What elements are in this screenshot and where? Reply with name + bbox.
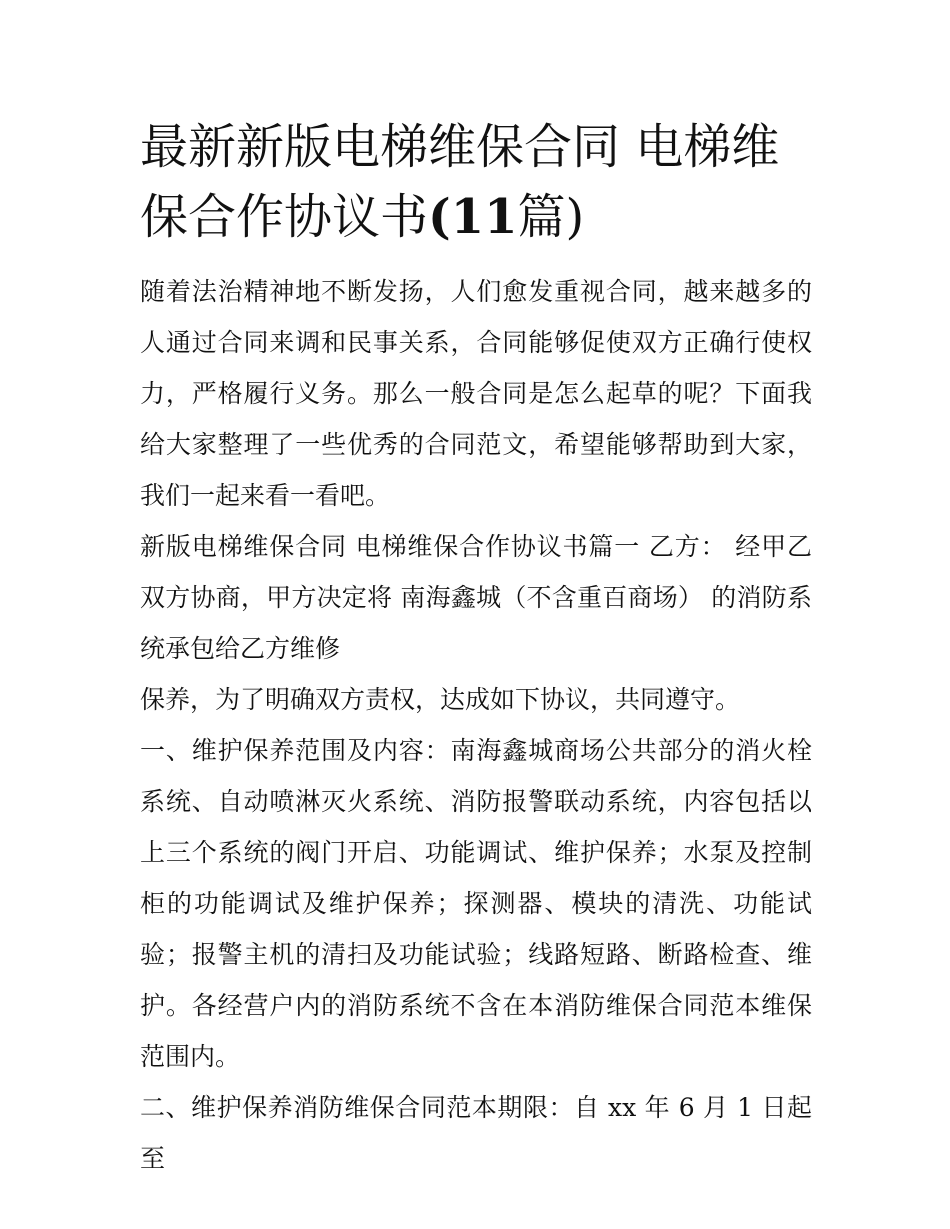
clause-2-paragraph: 二、维护保养消防维保合同范本期限：自 xx 年 6 月 1 日起至 [140,1093,812,1173]
title-text: 最新新版电梯维保合同 电梯维保合作协议书 [140,119,780,245]
document-content [140,112,812,1184]
intro-paragraph: 随着法治精神地不断发扬，人们愈发重视合同，越来越多的人通过合同来调和民事关系，合同能够促使双方正确行使权力，严格履行义务。那么一般合同是怎么起草的呢？下面我给大家整理了一些优秀的合同范文，希望能够帮助到大家，我们一起来看一看吧。 [140,277,812,510]
title-suffix: 篇) [517,189,585,245]
title-count: (11 [428,189,518,245]
document-title [140,112,812,252]
clause-1-paragraph: 一、维护保养范围及内容：南海鑫城商场公共部分的消火栓系统、自动喷淋灭火系统、消防报警联动系统，内容包括以上三个系统的阀门开启、功能调试、维护保养；水泵及控制柜的功能调试及维护保养；探测器、模块的清洗、功能试验；报警主机的清扫及功能试验；线路短路、断路检查、维护。各经营户内的消防系统不含在本消防维保合同范本维保范围内。 [140,736,812,1071]
contract-intro-paragraph: 新版电梯维保合同 电梯维保合作协议书篇一 乙方： 经甲乙双方协商，甲方决定将 南海鑫城（不含重百商场） 的消防系统承包给乙方维修 [140,532,812,663]
agreement-paragraph: 保养，为了明确双方责权，达成如下协议，共同遵守。 [140,685,741,714]
